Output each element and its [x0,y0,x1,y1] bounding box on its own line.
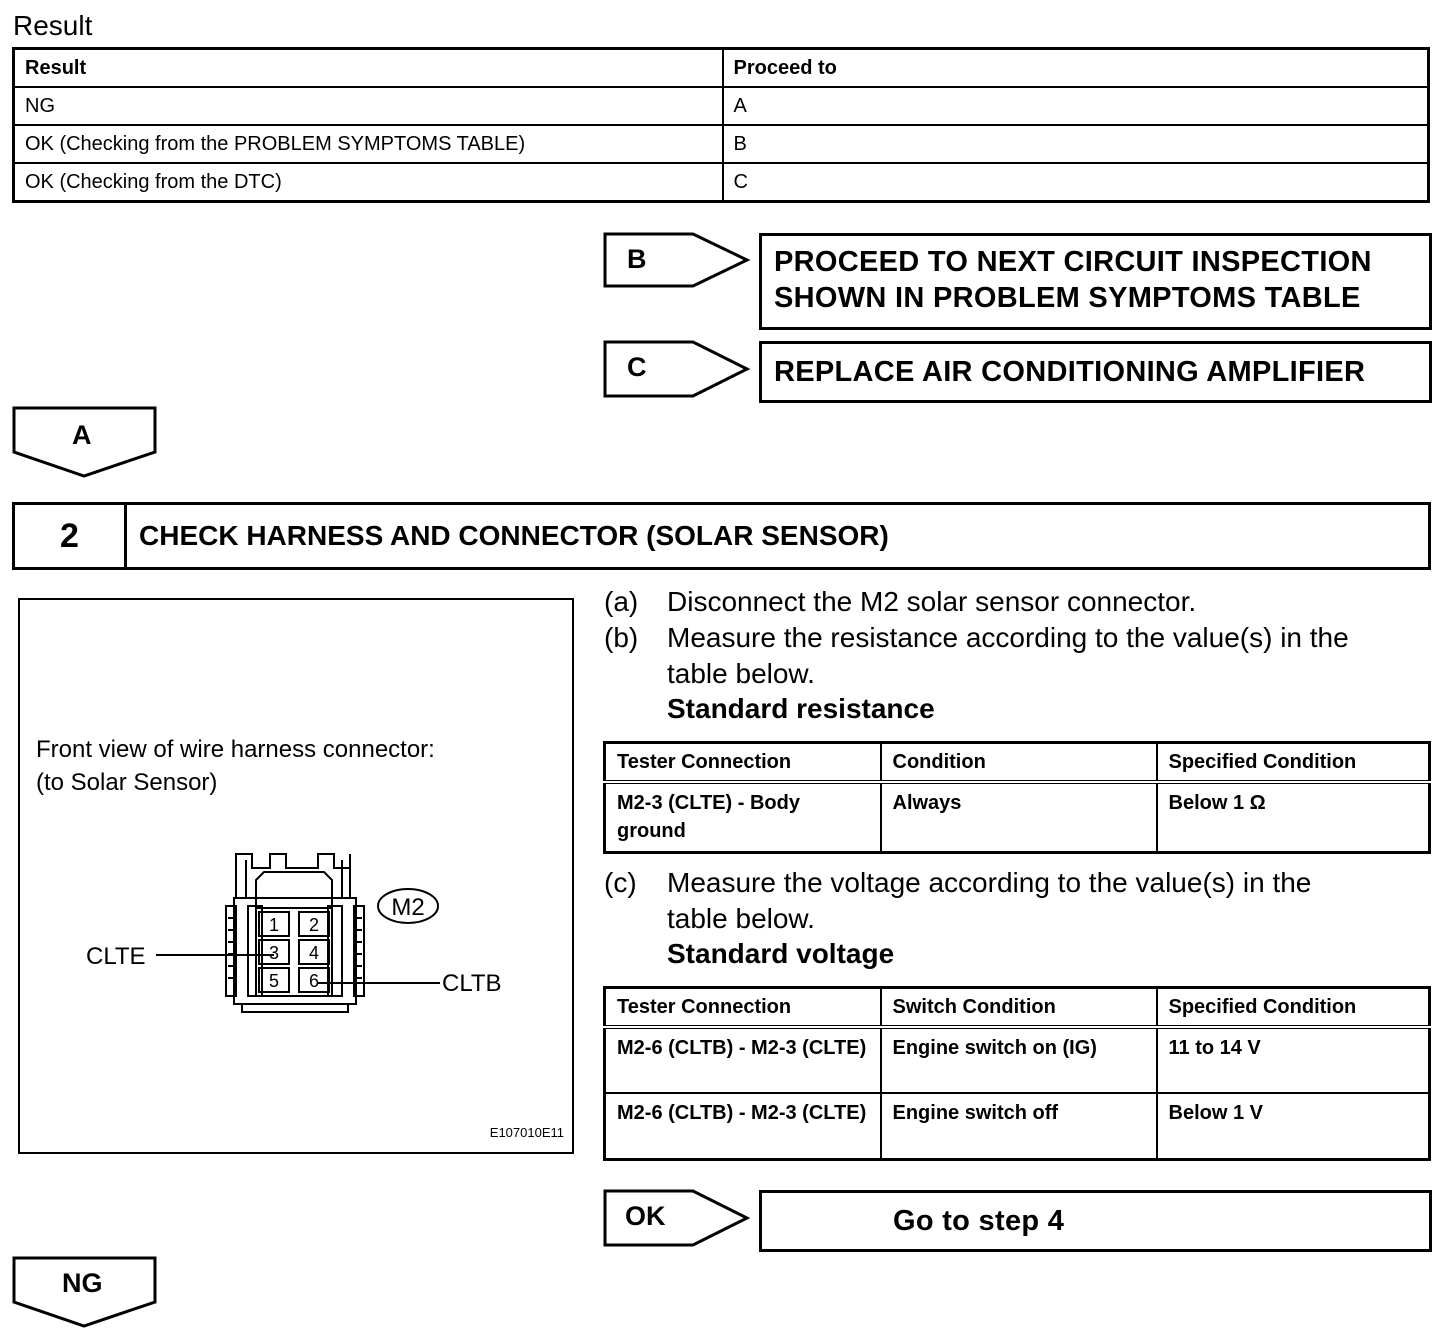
table-row [14,125,1429,163]
flow-ok-tag [603,1189,751,1247]
instruction-text-block [667,620,1427,692]
column-header: Result [14,49,723,88]
result-table [12,47,1430,203]
next-circuit-line1: PROCEED TO NEXT CIRCUIT INSPECTION [774,246,1372,278]
specified-condition-cell: Below 1 Ω [1157,782,1430,853]
cltb-label: CLTB [442,970,502,997]
instruction-marker: (b) [604,622,639,653]
pin-label: 6 [308,971,320,991]
instruction-text: Measure the resistance according to the value(s) in the [667,622,1349,653]
standard-resistance-heading: Standard resistance [667,693,935,724]
voltage-table [603,986,1431,1161]
table-header-row [605,743,1430,783]
resistance-table [603,741,1431,854]
table-row [605,1027,1430,1093]
pin-label: 3 [268,943,280,963]
connector-illustration [18,598,574,1154]
step-title: CHECK HARNESS AND CONNECTOR (SOLAR SENSOR) [139,520,889,551]
replace-amplifier-box [759,341,1432,403]
result-cell: OK (Checking from the DTC) [14,163,723,202]
instruction-marker: (c) [604,867,637,898]
tester-connection-cell: M2-6 (CLTB) - M2-3 (CLTE) [605,1027,881,1093]
column-header: Specified Condition [1157,743,1430,783]
table-row [14,163,1429,202]
go-to-step-box [759,1190,1432,1252]
flow-ok-tag-label: OK [625,1201,666,1231]
flow-c-tag-label: C [627,352,647,382]
switch-condition-cell: Engine switch on (IG) [881,1027,1157,1093]
next-circuit-line2: SHOWN IN PROBLEM SYMPTOMS TABLE [774,282,1361,314]
proceed-cell: C [723,163,1429,202]
flow-ng-tag-label: NG [62,1268,103,1298]
pin-label: 1 [268,915,280,935]
proceed-cell: A [723,87,1429,125]
column-header: Specified Condition [1157,988,1430,1028]
table-header-row [14,49,1429,88]
instruction-a [604,584,1434,620]
column-header: Condition [881,743,1157,783]
result-cell: NG [14,87,723,125]
instruction-marker: (a) [604,586,639,617]
connector-diagram [20,600,572,1152]
flow-b-tag-label: B [627,244,647,274]
column-header: Switch Condition [881,988,1157,1028]
flow-a-tag-label: A [72,420,92,450]
replace-amplifier-text: REPLACE AIR CONDITIONING AMPLIFIER [774,356,1366,388]
instruction-text-block [667,865,1427,937]
step-number: 2 [15,505,127,567]
column-header: Tester Connection [605,743,881,783]
go-to-step-text: Go to step 4 [893,1205,1065,1237]
clte-label: CLTE [86,943,146,970]
flow-c-tag [603,340,751,398]
step-header [12,502,1431,570]
switch-condition-cell: Engine switch off [881,1093,1157,1159]
arrow-right-icon [603,340,751,398]
instruction-text: table below. [667,658,815,689]
pin-label: 2 [308,915,320,935]
table-row [14,87,1429,125]
specified-condition-cell: 11 to 14 V [1157,1027,1430,1093]
pin-label: 5 [268,971,280,991]
column-header: Tester Connection [605,988,881,1028]
table-header-row [605,988,1430,1028]
flow-ng-tag [12,1256,158,1328]
instruction-b [604,620,1434,692]
connector-name: M2 [391,894,425,921]
instruction-text: Disconnect the M2 solar sensor connector. [667,586,1197,617]
caption-line2: (to Solar Sensor) [36,769,218,796]
tester-connection-cell: M2-6 (CLTB) - M2-3 (CLTE) [605,1093,881,1159]
flow-a-tag [12,406,158,478]
instruction-text: Measure the voltage according to the value(s) in the [667,867,1312,898]
condition-cell: Always [881,782,1157,853]
result-heading: Result [13,10,93,41]
caption-line1: Front view of wire harness connector: [36,736,435,763]
flow-b-tag [603,232,751,288]
tester-connection-cell: M2-3 (CLTE) - Body ground [605,782,881,853]
arrow-right-icon [603,232,751,288]
specified-condition-cell: Below 1 V [1157,1093,1430,1159]
instruction-text: table below. [667,903,815,934]
table-row [605,1093,1430,1159]
standard-voltage-heading: Standard voltage [667,938,895,969]
figure-id: E107010E11 [489,1125,564,1140]
result-cell: OK (Checking from the PROBLEM SYMPTOMS TABLE) [14,125,723,163]
table-row [605,782,1430,853]
column-header: Proceed to [723,49,1429,88]
next-circuit-inspection-box [759,233,1432,330]
instruction-c [604,865,1434,937]
pin-label: 4 [308,943,320,963]
proceed-cell: B [723,125,1429,163]
